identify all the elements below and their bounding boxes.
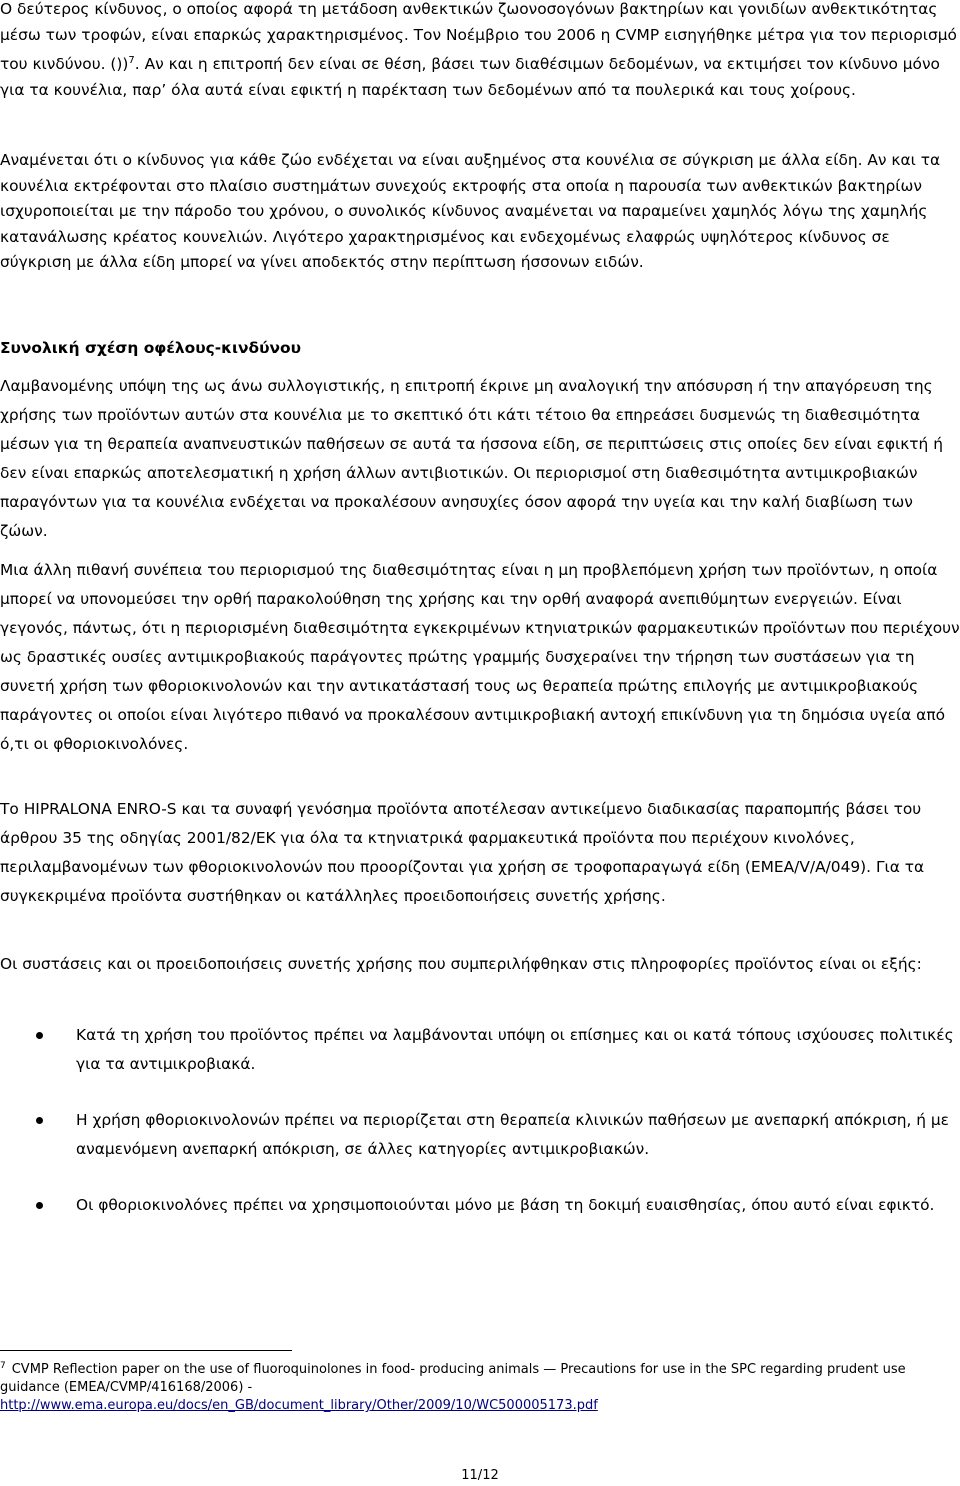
list-item: Η χρήση φθοριοκινολονών πρέπει να περιορίζεται στη θεραπεία κλινικών παθήσεων με ανεπαρκή απόκριση, ή με αναμενόμενη ανεπαρκή απόκριση, σε άλλες κατηγορίες αντιμικροβιακών. [0, 1106, 960, 1164]
bullet-icon [36, 1202, 43, 1209]
footnote [0, 1357, 960, 1415]
bullet-icon [36, 1117, 43, 1124]
section-heading-benefit-risk: Συνολική σχέση οφέλους-κινδύνου [0, 339, 301, 357]
footnote-divider [0, 1350, 292, 1351]
bullet-icon [36, 1032, 43, 1039]
paragraph-resistance-transfer: Ο δεύτερος κίνδυνος, ο οποίος αφορά τη μετάδοση ανθεκτικών ζωονοσογόνων βακτηρίων και γονιδίων ανθεκτικότητας μέσω των τροφών, είναι επαρκώς χαρακτηρισμένος. Τον Νοέμβριο του 2006 η CVMP εισηγήθηκε μέτρα για τον περιορισμό του κινδύνου. ())$^7$. Αν και η επιτροπή δεν είναι σε θέση, βάσει των διαθέσιμων δεδομένων, να εκτιμήσει τον κίνδυνο μόνο για τα κουνέλια, παρ’ όλα αυτά είναι εφικτή η παρέκταση των δεδομένων από τα πουλερικά και τους χοίρους. [0, 0, 957, 99]
footnote-ref[interactable]: 7 [128, 55, 135, 66]
recommendations-list [0, 1021, 960, 1247]
paragraph-benefit-risk-1: Λαμβανομένης υπόψη της ως άνω συλλογιστικής, η επιτροπή έκρινε μη αναλογική την απόσυρση ή την απαγόρευση της χρήσης των προϊόντων αυτών στα κουνέλια με το σκεπτικό ότι κάτι τέτοιο θα επηρεάσει δυσμενώς τη διαθεσιμότητα μέσων για τη θεραπεία αναπνευστικών παθήσεων σε αυτά τα ήσσονα είδη, σε περιπτώσεις στις οποίες δεν είναι εφικτή ή δεν είναι επαρκώς αποτελεσματική η χρήση άλλων αντιβιοτικών. Οι περιορισμοί στη διαθεσιμότητα αντιμικροβιακών παραγόντων για τα κουνέλια ενδέχεται να προκαλέσουν ανησυχίες όσον αφορά την υγεία και την καλή διαβίωση των ζώων. [0, 377, 943, 540]
paragraph-benefit-risk-2: Μια άλλη πιθανή συνέπεια του περιορισμού της διαθεσιμότητας είναι η μη προβλεπόμενη χρήση των προϊόντων, η οποία μπορεί να υπονομεύσει την ορθή παρακολούθηση της χρήσης και την ορθή αναφορά ανεπιθύμητων ενεργειών. Είναι γεγονός, πάντως, ότι η περιορισμένη διαθεσιμότητα εγκεκριμένων κτηνιατρικών φαρμακευτικών προϊόντων που περιέχουν ως δραστικές ουσίες αντιμικροβιακούς παράγοντες πρώτης γραμμής δυσχεραίνει την τήρηση των συστάσεων για τη συνετή χρήση των φθοριοκινολονών και την αντικατάστασή τους ως θεραπεία πρώτης επιλογής με αντιμικροβιακούς παράγοντες οι οποίοι είναι λιγότερο πιθανό να προκαλέσουν αντιμικροβιακή αντοχή επικίνδυνη για τη δημόσια υγεία από ό,τι οι φθοριοκινολόνες. [0, 561, 960, 753]
paragraph-recommendations-intro: Οι συστάσεις και οι προειδοποιήσεις συνετής χρήσης που συμπεριλήφθηκαν στις πληροφορίες προϊόντος είναι οι εξής: [0, 955, 922, 973]
footnote-number: 7 [0, 1361, 6, 1371]
page-number: 11/12 [461, 1468, 499, 1483]
footnote-text: CVMP Reflection paper on the use of fluoroquinolones in food- producing animals — Precautions for use in the SPC regarding prudent use guidance (EMEA/CVMP/416168/2006) - [0, 1362, 906, 1395]
paragraph-referral: Το HIPRALONA ENRO-S και τα συναφή γενόσημα προϊόντα αποτέλεσαν αντικείμενο διαδικασίας παραπομπής βάσει του άρθρου 35 της οδηγίας 2001/82/ΕΚ για όλα τα κτηνιατρικά φαρμακευτικά προϊόντα που περιέχουν κινολόνες, περιλαμβανομένων των φθοριοκινολονών που προορίζονται για χρήση σε τροφοπαραγωγά είδη (EMEA/V/A/049). Για τα συγκεκριμένα προϊόντα συστήθηκαν οι κατάλληλες προειδοποιήσεις συνετής χρήσης. [0, 800, 925, 905]
list-item: Οι φθοριοκινολόνες πρέπει να χρησιμοποιούνται μόνο με βάση τη δοκιμή ευαισθησίας, όπου αυτό είναι εφικτό. [0, 1191, 960, 1220]
footnote-link[interactable]: http://www.ema.europa.eu/docs/en_GB/document_library/Other/2009/10/WC500005173.pdf [0, 1398, 598, 1413]
paragraph-rabbit-risk: Αναμένεται ότι ο κίνδυνος για κάθε ζώο ενδέχεται να είναι αυξημένος στα κουνέλια σε σύγκριση με άλλα είδη. Αν και τα κουνέλια εκτρέφονται στο πλαίσιο συστημάτων συνεχούς εκτροφής στα οποία η παρουσία των ανθεκτικών βακτηρίων ισχυροποιείται με την πάροδο του χρόνου, ο συνολικός κίνδυνος αναμένεται να παραμείνει χαμηλός λόγω της χαμηλής κατανάλωσης κρέατος κουνελιών. Λιγότερο χαρακτηρισμένος και ενδεχομένως ελαφρώς υψηλότερος κίνδυνος σε σύγκριση με άλλα είδη μπορεί να γίνει αποδεκτός στην περίπτωση ήσσονων ειδών. [0, 151, 941, 271]
list-item: Κατά τη χρήση του προϊόντος πρέπει να λαμβάνονται υπόψη οι επίσημες και οι κατά τόπους ισχύουσες πολιτικές για τα αντιμικροβιακά. [0, 1021, 960, 1079]
